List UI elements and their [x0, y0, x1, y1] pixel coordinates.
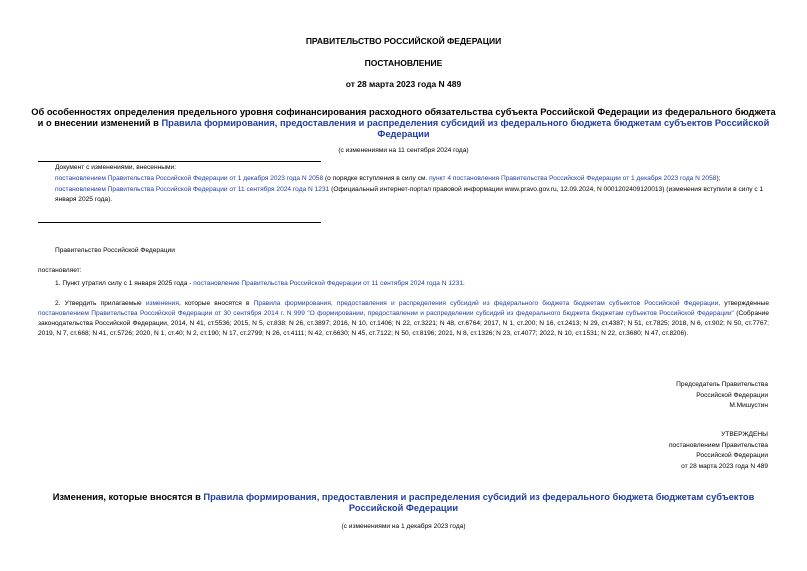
amendment-text: (Официальный интернет-портал правовой информации www.pravo.gov.ru, 12.09.2024, N 0001202409120013) (изменения вступили в силу с 1 января 2025 года).	[55, 186, 764, 203]
changes-title	[28, 492, 779, 514]
title-rules-link[interactable]: Правила формирования, предоставления и распределения субсидий из федерального бюджета бюджетам субъектов Российской Федерации	[161, 118, 770, 139]
changes-title-text: Изменения, которые вносятся в	[52, 492, 204, 502]
changes-rules-link[interactable]: Правила формирования, предоставления и распределения субсидий из федерального бюджета бюджетам субъектов Российской Федерации	[203, 492, 755, 513]
p2-text: , утвержденные	[718, 300, 770, 307]
amendment-2058-link[interactable]: постановлением Правительства Российской Федерации от 1 декабря 2023 года N 2058	[55, 175, 324, 182]
issuer: Правительство Российской Федерации	[55, 247, 175, 254]
p2-rules-link[interactable]: Правила формирования, предоставления и распределения субсидий из федерального бюджета бюджетам субъектов Российской Федерации	[253, 300, 719, 307]
divider-bottom	[38, 222, 321, 223]
signature-country: Российской Федерации	[696, 391, 768, 399]
amendment-text: (о порядке вступления в силу см.	[323, 175, 430, 182]
amendment-item-2	[55, 185, 770, 205]
document-date-number: от 28 марта 2023 года N 489	[345, 79, 462, 89]
document-type: ПОСТАНОВЛЕНИЕ	[364, 58, 443, 68]
divider-top	[38, 161, 321, 162]
paragraph-1	[55, 279, 770, 289]
amendment-item-1	[55, 174, 770, 184]
amendment-1231-link[interactable]: постановлением Правительства Российской Федерации от 11 сентября 2024 года N 1231	[55, 186, 330, 193]
amendments-heading: Документ с изменениями, внесенными:	[55, 164, 177, 171]
p2-text: 2. Утвердить прилагаемые	[55, 300, 146, 307]
p2-text: , которые вносятся в	[178, 300, 254, 307]
resolves: постановляет:	[38, 267, 82, 274]
amendments-block	[55, 163, 770, 205]
changes-revision-note: (с изменениями на 1 декабря 2023 года)	[341, 523, 466, 530]
p1-text: 1. Пункт утратил силу с 1 января 2025 года -	[55, 280, 194, 287]
document-title	[28, 107, 779, 140]
amendment-text-end: );	[716, 175, 721, 182]
signature-block	[676, 380, 768, 412]
p1-end: .	[463, 280, 465, 287]
p2-decree-999-link[interactable]: постановлением Правительства Российской Федерации от 30 сентября 2014 г. N 999 "О формировании, предоставлении и распределении субсидий из федерального бюджета бюджетам субъектов Российской Федерации"	[38, 310, 734, 317]
p2-changes-link[interactable]: изменения	[145, 300, 179, 307]
government-heading: ПРАВИТЕЛЬСТВО РОССИЙСКОЙ ФЕДЕРАЦИИ	[305, 36, 502, 46]
approved-date: от 28 марта 2023 года N 489	[681, 462, 768, 470]
revision-note: (с изменениями на 11 сентября 2024 года)	[338, 147, 469, 154]
approved-block	[669, 430, 768, 472]
amendment-2058-point4-link[interactable]: пункт 4 постановления Правительства Российской Федерации от 1 декабря 2023 года N 2058	[429, 175, 717, 182]
title-text: Об особенностях определения предельного уровня софинансирования расходного обязательства субъекта Российской Федерации из федерального бюджета и о внесении изменений в	[31, 107, 776, 128]
approved-by: постановлением Правительства	[668, 441, 768, 449]
approved-country: Российской Федерации	[696, 452, 768, 459]
p1-decree-link[interactable]: постановление Правительства Российской Федерации от 11 сентября 2024 года N 1231	[193, 280, 464, 287]
signature-title: Председатель Правительства	[676, 381, 768, 388]
p2-sources: (Собрание законодательства Российской Федерации, 2014, N 41, ст.5536; 2015, N 5, ст.838; N 26, ст.3897; 2016, N 10, ст.1406; N 22, ст.3221; N 48, ст.6764; 2017, N 1, ст.200; N 16, ст.2413; N 29, ст.4387; N 51, ст.7825; 2018, N 6, ст.902; N 50, ст.7767; 2019, N 7, ст.668; N 41, ст.5726; 2020, N 1, ст.40; N 2, ст.190; N 17, ст.2799; N 26, ст.4111; N 42, ст.6630; N 45, ст.7122; N 50, ст.8196; 2021, N 8, ст.1326; N 23, ст.4077; 2022, N 10, ст.1531; N 22, ст.3680; N 47, ст.8206).	[38, 310, 769, 337]
approved-heading: УТВЕРЖДЕНЫ	[721, 431, 768, 438]
paragraph-2	[38, 299, 769, 339]
signature-name: М.Мишустин	[729, 402, 768, 409]
